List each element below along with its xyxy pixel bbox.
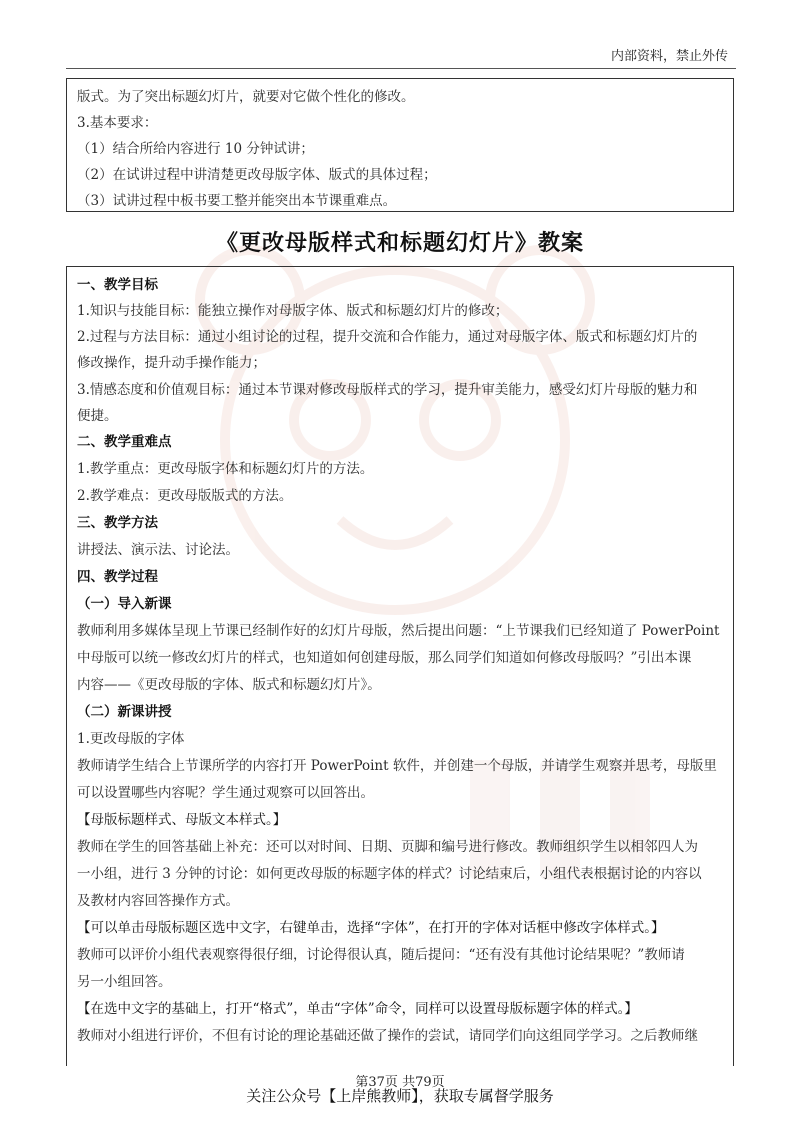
text-line: （3）试讲过程中板书要工整并能突出本节课重难点。: [77, 193, 397, 209]
section-heading: 二、教学重难点: [77, 434, 172, 450]
page-number: 第37页 共79页: [355, 1075, 445, 1090]
text-line: 内容——《更改母版的字体、版式和标题幻灯片》。: [77, 677, 381, 693]
text-line: 便捷。: [77, 408, 118, 424]
text-line: 1.教学重点：更改母版字体和标题幻灯片的方法。: [77, 461, 374, 477]
section-heading: 四、教学过程: [77, 569, 158, 585]
text-line: 讲授法、演示法、讨论法。: [77, 542, 239, 558]
subsection-heading: （二）新课讲授: [77, 704, 172, 720]
text-line: 及教材内容回答操作方式。: [77, 893, 239, 909]
text-line: 另一小组回答。: [77, 974, 172, 990]
answer-line: 【母版标题样式、母版文本样式。】: [77, 812, 287, 828]
text-line: 教师在学生的回答基础上补充：还可以对时间、日期、页脚和编号进行修改。教师组织学生以相邻四人为: [77, 839, 698, 855]
section-heading: 一、教学目标: [77, 277, 158, 293]
subsection-heading: （一）导入新课: [77, 596, 172, 612]
answer-line: 【在选中文字的基础上，打开“格式”，单击“字体”命令，同样可以设置母版标题字体的样式。】: [77, 1001, 638, 1017]
footer-promo: 关注公众号【上岸熊教师】，获取专属督学服务: [246, 1087, 554, 1105]
text-line: 1.更改母版的字体: [77, 731, 185, 747]
text-line: 3.基本要求：: [77, 115, 158, 131]
requirements-box: [66, 78, 734, 212]
text-line: 中母版可以统一修改幻灯片的样式，也知道如何创建母版，那么同学们知道如何修改母版吗？”引出本课: [77, 650, 692, 666]
text-line: 教师对小组进行评价，不但有讨论的理论基础还做了操作的尝试，请同学们向这组同学学习。之后教师继: [77, 1028, 698, 1044]
text-line: 教师请学生结合上节课所学的内容打开 PowerPoint 软件，并创建一个母版，并请学生观察并思考，母版里: [77, 758, 717, 774]
text-line: （2）在试讲过程中讲清楚更改母版字体、版式的具体过程；: [77, 167, 437, 183]
text-line: 2.过程与方法目标：通过小组讨论的过程，提升交流和合作能力，通过对母版字体、版式和标题幻灯片的: [77, 329, 698, 345]
text-line: 教师可以评价小组代表观察得很仔细，讨论得很认真，随后提问：“还有没有其他讨论结果呢？”教师请: [77, 947, 685, 963]
text-line: 版式。为了突出标题幻灯片，就要对它做个性化的修改。: [77, 89, 415, 105]
text-line: 3.情感态度和价值观目标：通过本节课对修改母版样式的学习，提升审美能力，感受幻灯片母版的魅力和: [77, 382, 698, 398]
text-line: （1）结合所给内容进行 10 分钟试讲；: [77, 141, 314, 157]
text-line: 一小组，进行 3 分钟的讨论：如何更改母版的标题字体的样式？讨论结束后，小组代表根据讨论的内容以: [77, 866, 702, 882]
confidential-note: 内部资料，禁止外传: [610, 49, 728, 64]
lesson-plan-box: [66, 266, 734, 1066]
text-line: 1.知识与技能目标：能独立操作对母版字体、版式和标题幻灯片的修改；: [77, 303, 509, 319]
text-line: 修改操作，提升动手操作能力；: [77, 355, 266, 371]
header-rule: [66, 68, 736, 69]
text-line: 可以设置哪些内容呢？学生通过观察可以回答出。: [77, 785, 374, 801]
section-heading: 三、教学方法: [77, 515, 158, 531]
text-line: 教师利用多媒体呈现上节课已经制作好的幻灯片母版，然后提出问题：“上节课我们已经知道了 PowerPoint: [77, 623, 720, 639]
page-title: 《更改母版样式和标题幻灯片》教案: [215, 230, 584, 256]
answer-line: 【可以单击母版标题区选中文字，右键单击，选择“字体”，在打开的字体对话框中修改字体样式。】: [77, 920, 665, 936]
text-line: 2.教学难点：更改母版版式的方法。: [77, 488, 293, 504]
